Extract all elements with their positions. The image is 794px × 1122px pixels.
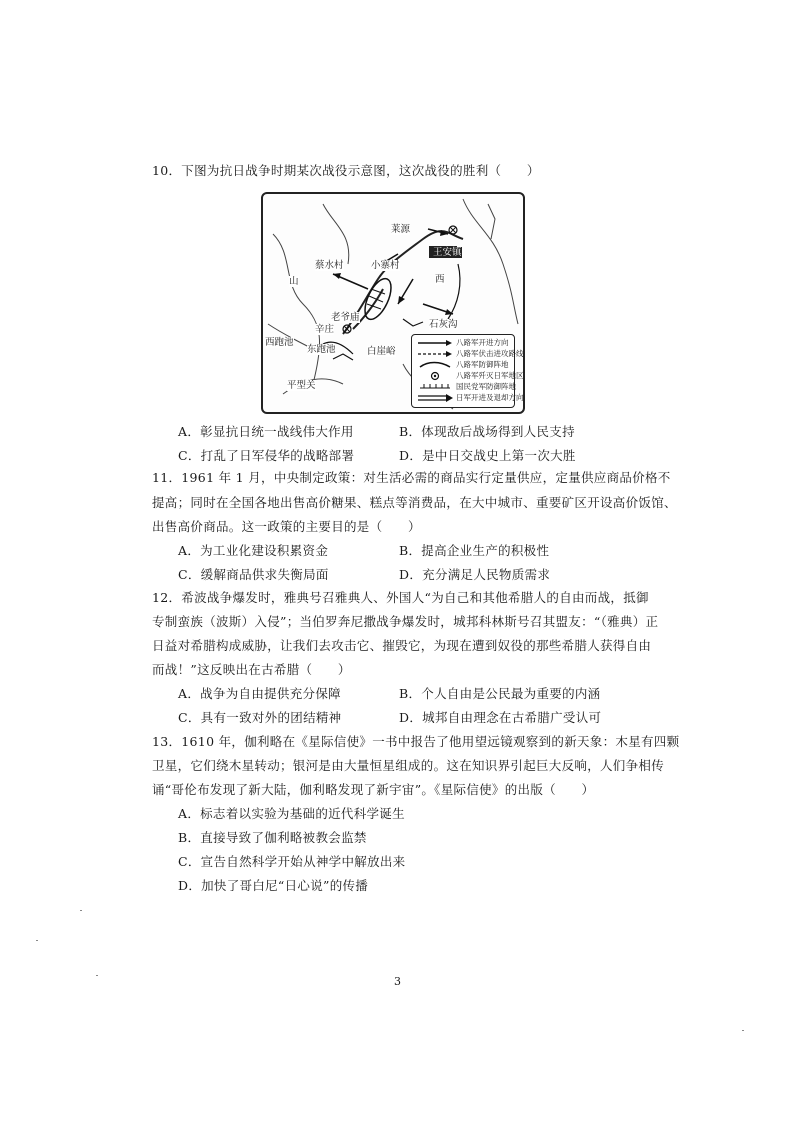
q12-line-2: 专制蛮族（波斯）入侵”；当伯罗奔尼撒战争爆发时，城邦科林斯号召其盟友：“（雅典）正: [152, 614, 659, 629]
q12-line-3: 日益对希腊构成威胁，让我们去攻击它、摧毁它，为现在遭到奴役的那些希腊人获得自由: [152, 638, 652, 653]
q11-option-a: A．为工业化建设积累资金: [178, 543, 329, 558]
q10-stem: 10．下图为抗日战争时期某次战役示意图，这次战役的胜利（ ）: [152, 163, 540, 178]
legend-item: 八路军歼灭日军地区: [416, 370, 512, 381]
scan-speck: [80, 910, 82, 911]
q13-line-3: 诵“哥伦布发现了新大陆，伽利略发现了新宇宙”。《星际信使》的出版（ ）: [152, 782, 595, 797]
map-label-dongpaochi: 东跑池: [307, 344, 336, 355]
legend-dashed-arrow-icon: [416, 348, 454, 359]
q11-line-3: 出售高价商品。这一政策的主要目的是（ ）: [152, 519, 421, 534]
q12-line-1: 12．希波战争爆发时，雅典号召雅典人、外国人“为自己和其他希腊人的自由而战，抵御: [152, 590, 649, 605]
page-number: 3: [394, 975, 401, 988]
legend-arrow-icon: [416, 337, 454, 348]
map-label-baiyayu: 白崖峪: [367, 346, 396, 357]
q11-line-2: 提高；同时在全国各地出售高价糖果、糕点等消费品，在大中城市、重要矿区开设高价饭馆、: [152, 495, 677, 510]
q10-option-c: C．打乱了日军侵华的战略部署: [178, 448, 355, 463]
legend-kmt-defense-icon: [416, 381, 454, 392]
map-label-shan: 山: [289, 276, 299, 287]
legend-item: 八路军防御阵地: [416, 359, 512, 370]
q10-option-d: D．是中日交战史上第一次大胜: [399, 448, 576, 463]
legend-item: 八路军开进方向: [416, 337, 512, 348]
q12-option-d: D．城邦自由理念在古希腊广受认可: [399, 710, 602, 725]
q13-line-1: 13．1610 年，伽利略在《星际信使》一书中报告了他用望远镜观察到的新天象：木星有四颗: [152, 734, 680, 749]
q11-option-b: B．提高企业生产的积极性: [399, 543, 550, 558]
q12-option-b: B．个人自由是公民最为重要的内涵: [399, 686, 601, 701]
q13-option-d: D．加快了哥白尼“日心说”的传播: [178, 878, 369, 893]
legend-item: 日军开进及退却方向: [416, 392, 512, 403]
q13-option-a: A．标志着以实验为基础的近代科学诞生: [178, 806, 405, 821]
map-legend: [411, 334, 524, 408]
legend-annihilation-icon: [416, 370, 454, 381]
map-label-xiaozhaicun: 小寨村: [371, 260, 400, 271]
q11-option-c: C．缓解商品供求失衡局面: [178, 567, 329, 582]
scan-speck: [36, 940, 38, 941]
q12-line-4: 而战！”这反映出在古希腊（ ）: [152, 662, 351, 677]
q11-option-d: D．充分满足人民物质需求: [399, 567, 551, 582]
q10-option-a: A．彰显抗日统一战线伟大作用: [178, 424, 354, 439]
legend-defense-icon: [416, 359, 454, 370]
battle-map: [261, 192, 525, 414]
map-label-pingxingguan: 平型关: [287, 380, 316, 391]
map-label-xipaochi: 西跑池: [265, 337, 294, 348]
q13-option-b: B．直接导致了伽利略被教会监禁: [178, 830, 367, 845]
legend-item: 国民党军防御阵地: [416, 381, 512, 392]
map-label-laiyuan: 莱源: [391, 224, 411, 235]
q13-line-2: 卫星，它们绕木星转动；银河是由大量恒星组成的。这在知识界引起巨大反响，人们争相传: [152, 758, 665, 773]
q12-option-a: A．战争为自由提供充分保障: [178, 686, 341, 701]
q10-option-b: B．体现敌后战场得到人民支持: [399, 424, 575, 439]
q11-line-1: 11．1961 年 1 月，中央制定政策：对生活必需的商品实行定量供应，定量供应商品价格不: [152, 470, 671, 485]
map-label-shihuigou: 石灰沟: [429, 319, 458, 330]
legend-item: 八路军伏击进攻路线: [416, 348, 512, 359]
map-label-xi: 西: [435, 274, 445, 285]
q12-option-c: C．具有一致对外的团结精神: [178, 710, 342, 725]
map-label-caishuicun: 蔡水村: [315, 260, 344, 271]
scan-speck: [96, 975, 98, 976]
scan-speck: [742, 1030, 744, 1031]
q13-option-c: C．宣告自然科学开始从神学中解放出来: [178, 854, 406, 869]
map-label-wangqianwan: 王安镇: [433, 247, 462, 258]
legend-japanese-advance-icon: [416, 392, 454, 403]
map-label-xinzhuang: 辛庄: [315, 324, 335, 335]
map-label-laoyemiao: 老爷庙: [331, 312, 360, 323]
